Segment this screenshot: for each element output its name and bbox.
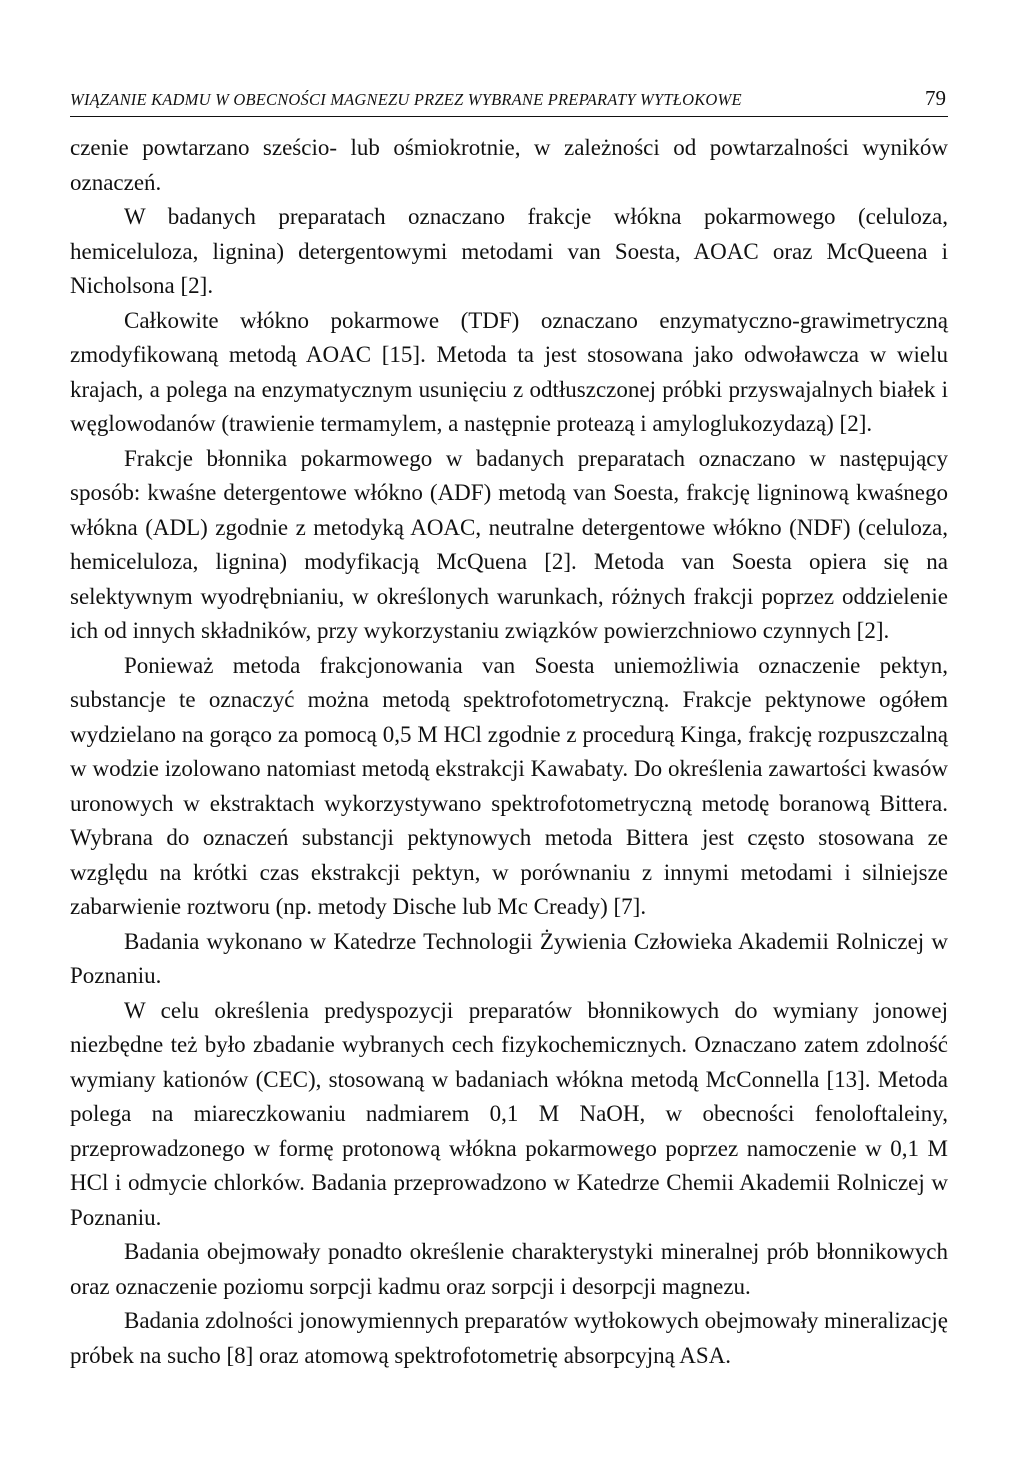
paragraph-pectins: Ponieważ metoda frakcjonowania van Soesta uniemożliwia oznaczenie pektyn, substancje te oznaczyć można metodą spektrofotometryczną. Frakcje pektynowe ogółem wydzielano na gorąco za pomocą 0,5 M HCl zgodnie z procedurą Kinga, frakcję rozpuszczalną w wodzie izolowano natomiast metodą ekstrakcji Kawabaty. Do określenia zawartości kwasów uronowych w ekstraktach wykorzystywano spektrofotometryczną metodę boranową Bittera. Wybrana do oznaczeń substancji pektynowych metoda Bittera jest często stosowana ze względu na krótki czas ekstrakcji pektyn, w porównaniu z innymi metodami i silniejsze zabarwienie roztworu (np. metody Dische lub Mc Cready) [7]. xyxy=(70,652,948,919)
paragraph-total-dietary-fiber: Całkowite włókno pokarmowe (TDF) oznaczano enzymatyczno-grawimetryczną zmodyfikowaną metodą AOAC [15]. Metoda ta jest stosowana jako odwoławcza w wielu krajach, a polega na enzymatycznym usunięciu z odtłuszczonej próbki przyswajalnych białek i węglowodanów (trawienie termamylem, a następnie proteazą i amyloglukozydazą) [2]. xyxy=(70,307,948,436)
running-title: WIĄZANIE KADMU W OBECNOŚCI MAGNEZU PRZEZ WYBRANE PREPARATY WYTŁOKOWE xyxy=(70,90,742,109)
paragraph-ion-exchange-capacity: Badania zdolności jonowymiennych preparatów wytłokowych obejmowały mineralizację próbek na sucho [8] oraz atomową spektrofotometrię absorpcyjną ASA. xyxy=(70,1308,948,1368)
paragraph-continuation: czenie powtarzano sześcio- lub ośmiokrotnie, w zależności od powtarzalności wyników oznaczeń. xyxy=(70,135,948,195)
body-text xyxy=(70,131,948,1373)
paragraph-research-location: Badania wykonano w Katedrze Technologii Żywienia Człowieka Akademii Rolniczej w Poznaniu. xyxy=(70,928,948,988)
paragraph-fiber-fractions: W badanych preparatach oznaczano frakcje włókna pokarmowego (celuloza, hemiceluloza, lignina) detergentowymi metodami van Soesta, AOAC oraz McQueena i Nicholsona [2]. xyxy=(70,204,948,298)
document-page xyxy=(70,86,948,1373)
paragraph-fiber-methods: Frakcje błonnika pokarmowego w badanych preparatach oznaczano w następujący sposób: kwaśne detergentowe włókno (ADF) metodą van Soesta, frakcję ligninową kwaśnego włókna (ADL) zgodnie z metodyką AOAC, neutralne detergentowe włókno (NDF) (celuloza, hemiceluloza, lignina) modyfikacją McQuena [2]. Metoda van Soesta opiera się na selektywnym wyodrębnianiu, w określonych warunkach, różnych frakcji poprzez oddzielenie ich od innych składników, przy wykorzystaniu związków powierzchniowo czynnych [2]. xyxy=(70,445,948,643)
page-number: 79 xyxy=(925,86,946,110)
paragraph-mineral-characteristics: Badania obejmowały ponadto określenie charakterystyki mineralnej prób błonnikowych oraz oznaczenie poziomu sorpcji kadmu oraz sorpcji i desorpcji magnezu. xyxy=(70,1239,948,1299)
running-header xyxy=(70,86,948,117)
paragraph-cation-exchange: W celu określenia predyspozycji preparatów błonnikowych do wymiany jonowej niezbędne też było zbadanie wybranych cech fizykochemicznych. Oznaczano zatem zdolność wymiany kationów (CEC), stosowaną w badaniach włókna metodą McConnella [13]. Metoda polega na miareczkowaniu nadmiarem 0,1 M NaOH, w obecności fenoloftaleiny, przeprowadzonego w formę protonową włókna pokarmowego poprzez namoczenie w 0,1 M HCl i odmycie chlorków. Badania przeprowadzono w Katedrze Chemii Akademii Rolniczej w Poznaniu. xyxy=(70,997,948,1230)
